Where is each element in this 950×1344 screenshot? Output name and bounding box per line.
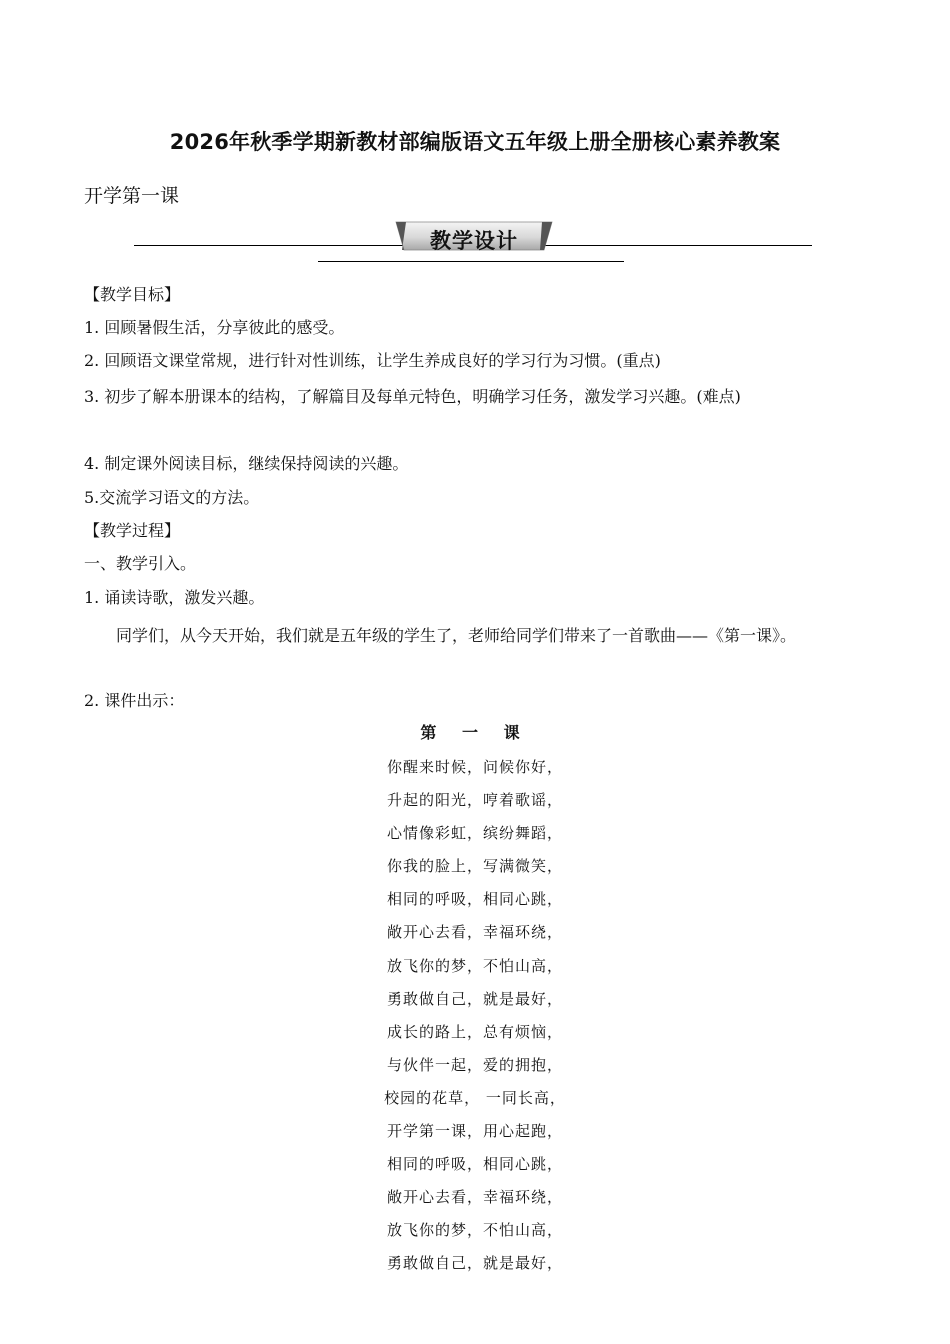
intro-paragraph: 同学们，从今天开始，我们就是五年级的学生了，老师给同学们带来了一首歌曲——《第一课》。 bbox=[116, 626, 797, 645]
poem-line: 放飞你的梦，不怕山高， bbox=[386, 1221, 563, 1240]
poem-line: 心情像彩虹，缤纷舞蹈， bbox=[386, 824, 563, 843]
poem-line: 校园的花草， 一同长高， bbox=[384, 1088, 566, 1107]
poem-line: 成长的路上，总有烦恼， bbox=[386, 1022, 563, 1041]
poem-line: 你醒来时候，问候你好， bbox=[386, 758, 563, 776]
poem-line: 相同的呼吸，相同心跳， bbox=[386, 890, 563, 909]
poem bbox=[84, 718, 866, 1281]
poem-line: 你我的脸上，写满微笑， bbox=[386, 857, 563, 876]
step-item: 1. 诵读诗歌，激发兴趣。 bbox=[84, 588, 265, 607]
step-item: 2. 课件出示： bbox=[84, 691, 185, 710]
section-banner bbox=[134, 218, 812, 270]
poem-line: 升起的阳光，哼着歌谣， bbox=[386, 791, 563, 810]
banner-under-rule bbox=[318, 261, 624, 262]
banner-right-rule bbox=[540, 245, 812, 246]
objective-item: 2. 回顾语文课堂常规，进行针对性训练，让学生养成良好的学习行为习惯。(重点) bbox=[84, 351, 661, 370]
poem-line: 放飞你的梦，不怕山高， bbox=[386, 956, 563, 975]
poem-line: 勇敢做自己，就是最好， bbox=[386, 989, 563, 1008]
document-title: 2026年秋季学期新教材部编版语文五年级上册全册核心素养教案 bbox=[169, 130, 781, 154]
poem-line: 勇敢做自己，就是最好， bbox=[386, 1254, 563, 1273]
poem-line: 敞开心去看，幸福环绕， bbox=[386, 1188, 563, 1207]
process-heading: 【教学过程】 bbox=[84, 521, 181, 540]
objective-item: 4. 制定课外阅读目标，继续保持阅读的兴趣。 bbox=[84, 454, 409, 473]
objective-item: 1. 回顾暑假生活，分享彼此的感受。 bbox=[84, 318, 345, 337]
objective-item: 3. 初步了解本册课本的结构，了解篇目及每单元特色，明确学习任务，激发学习兴趣。(难点) bbox=[84, 387, 741, 406]
section-heading: 一、教学引入。 bbox=[84, 554, 197, 573]
objectives-heading: 【教学目标】 bbox=[84, 285, 181, 304]
poem-title: 第 一 课 bbox=[420, 723, 530, 742]
poem-line: 敞开心去看，幸福环绕， bbox=[386, 923, 563, 942]
poem-line: 与伙伴一起，爱的拥抱， bbox=[386, 1055, 563, 1074]
objective-item: 5.交流学习语文的方法。 bbox=[84, 488, 260, 507]
poem-line: 相同的呼吸，相同心跳， bbox=[386, 1155, 563, 1174]
poem-line: 开学第一课，用心起跑， bbox=[386, 1122, 563, 1141]
banner-label: 教学设计 bbox=[430, 229, 518, 253]
lesson-title: 开学第一课 bbox=[84, 185, 180, 207]
banner-left-rule bbox=[134, 245, 406, 246]
banner-tab bbox=[392, 220, 556, 252]
